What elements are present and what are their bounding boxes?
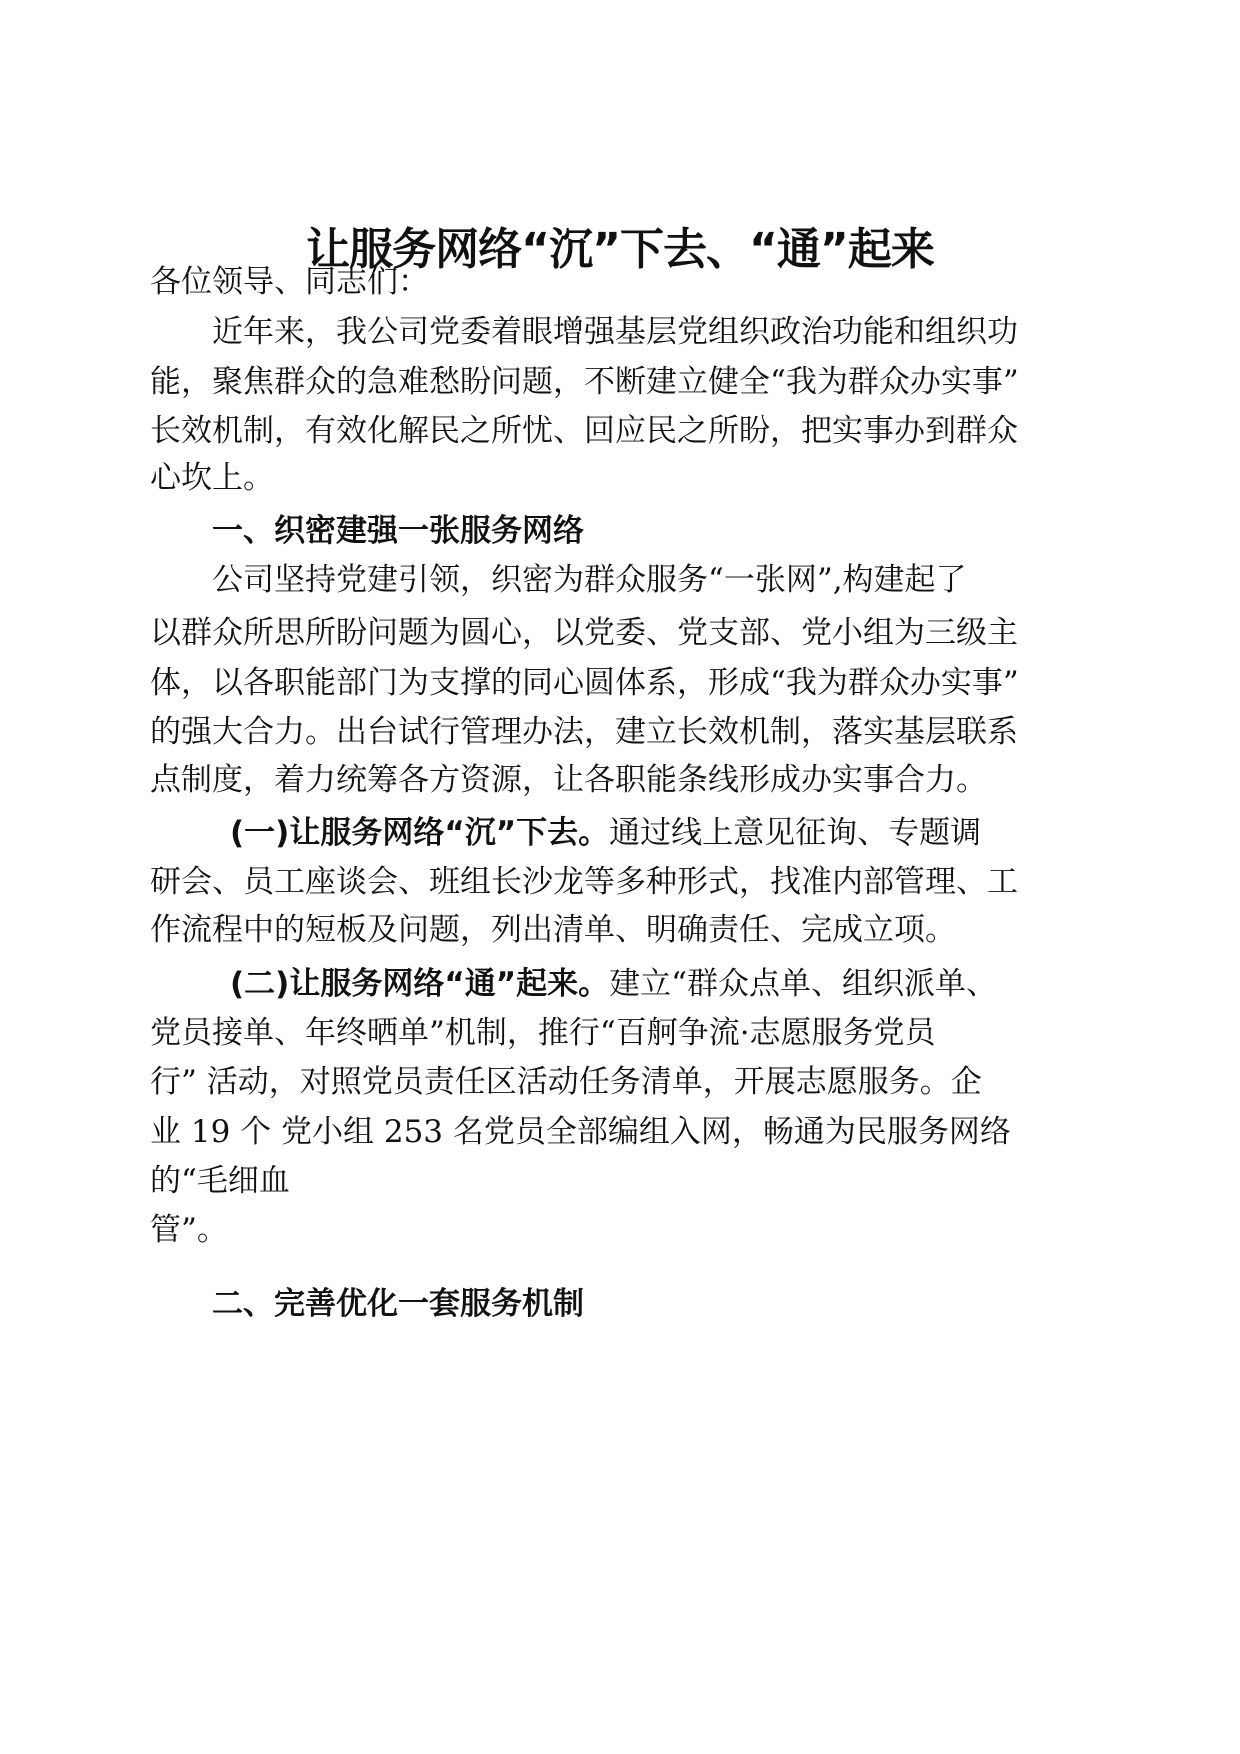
- document-title: 让服务网络“沉”下去、“通”起来: [306, 224, 934, 275]
- paragraph-line: 以群众所思所盼问题为圆心，以党委、党支部、党小组为三级主: [150, 615, 1018, 651]
- paragraph-line: 体，以各职能部门为支撑的同心圆体系，形成“我为群众办实事”: [150, 665, 1019, 701]
- salutation: 各位领导、同志们：: [150, 264, 429, 300]
- subsection-text: 通过线上意见征询、专题调: [609, 815, 982, 851]
- paragraph-line: [230, 964, 997, 1004]
- subsection-text: 建立“群众点单、组织派单、: [609, 966, 997, 1002]
- paragraph-line: 心坎上。: [150, 460, 274, 496]
- paragraph-line: 的“毛细血: [150, 1163, 290, 1199]
- subsection-lead: (二)让服务网络“通”起来。: [230, 966, 610, 1002]
- paragraph-line: 党员接单、年终晒单”机制，推行“百舸争流·志愿服务党员: [150, 1015, 936, 1051]
- section-heading-2: 二、完善优化一套服务机制: [212, 1286, 584, 1322]
- paragraph-line: 研会、员工座谈会、班组长沙龙等多种形式，找准内部管理、工: [150, 864, 1018, 900]
- paragraph-line: 作流程中的短板及问题，列出清单、明确责任、完成立项。: [150, 912, 956, 948]
- paragraph-line: 的强大合力。出台试行管理办法，建立长效机制，落实基层联系: [150, 714, 1018, 750]
- subsection-lead: (一)让服务网络“沉”下去。: [230, 815, 610, 851]
- paragraph-line: 长效机制，有效化解民之所忧、回应民之所盼，把实事办到群众: [150, 413, 1018, 449]
- paragraph-line: 管”。: [150, 1212, 228, 1248]
- paragraph-line: 近年来，我公司党委着眼增强基层党组织政治功能和组织功: [212, 314, 1018, 350]
- paragraph-line: 能，聚焦群众的急难愁盼问题，不断建立健全“我为群众办实事”: [150, 364, 1019, 400]
- paragraph-line: 公司坚持党建引领，织密为群众服务“一张网”,构建起了: [212, 562, 967, 598]
- paragraph-line: 业 19 个 党小组 253 名党员全部编组入网，畅通为民服务网络: [150, 1114, 1011, 1150]
- paragraph-line: [230, 813, 981, 853]
- paragraph-line: 点制度，着力统筹各方资源，让各职能条线形成办实事合力。: [150, 762, 987, 798]
- paragraph-line: 行” 活动，对照党员责任区活动任务清单，开展志愿服务。企: [150, 1064, 982, 1100]
- section-heading-1: 一、织密建强一张服务网络: [212, 513, 584, 549]
